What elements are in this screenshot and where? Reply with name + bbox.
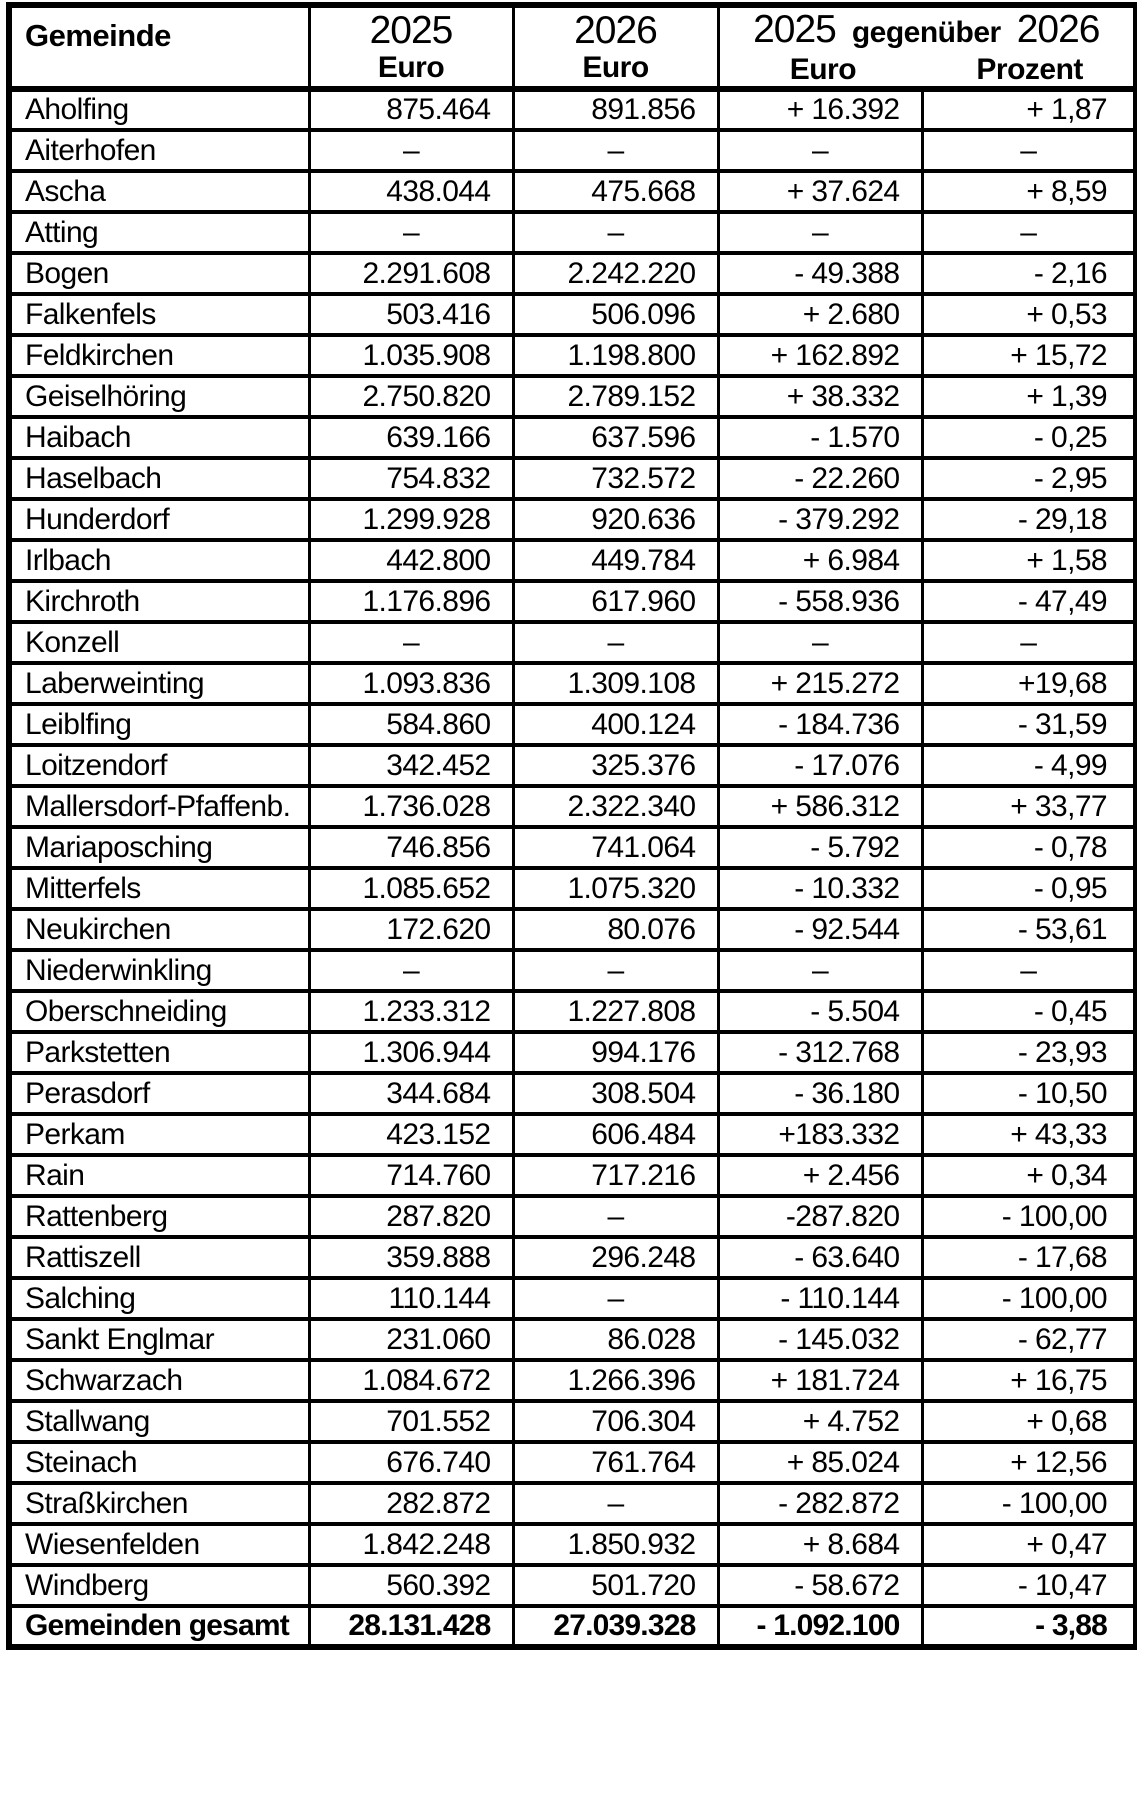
value-2026-cell: – — [513, 1196, 718, 1237]
table-row — [9, 499, 1136, 540]
difference-euro-cell: - 49.388 — [718, 253, 922, 294]
value-2025-cell: – — [309, 130, 513, 171]
difference-euro-cell: + 181.724 — [718, 1360, 922, 1401]
difference-euro-cell: – — [718, 622, 922, 663]
gemeinde-cell: Haselbach — [9, 458, 309, 499]
value-2025-cell: 1.035.908 — [309, 335, 513, 376]
table-row — [9, 950, 1136, 991]
difference-percent-cell: - 0,45 — [922, 991, 1136, 1032]
gemeinde-cell: Rattiszell — [9, 1237, 309, 1278]
difference-euro-cell: + 162.892 — [718, 335, 922, 376]
difference-euro-cell: - 184.736 — [718, 704, 922, 745]
value-2026-cell: 920.636 — [513, 499, 718, 540]
value-2025-cell: 1.085.652 — [309, 868, 513, 909]
gemeinde-cell: Stallwang — [9, 1401, 309, 1442]
difference-percent-cell: + 0,47 — [922, 1524, 1136, 1565]
difference-euro-cell: + 85.024 — [718, 1442, 922, 1483]
value-2026-cell: 27.039.328 — [513, 1606, 718, 1647]
gemeinde-cell: Rain — [9, 1155, 309, 1196]
value-2025-cell: 714.760 — [309, 1155, 513, 1196]
gemeinde-cell: Laberweinting — [9, 663, 309, 704]
difference-euro-cell: – — [718, 950, 922, 991]
difference-euro-cell: - 282.872 — [718, 1483, 922, 1524]
difference-percent-cell: + 33,77 — [922, 786, 1136, 827]
year-2026-label: 2026 — [574, 9, 657, 52]
gemeinde-cell: Feldkirchen — [9, 335, 309, 376]
value-2026-cell: 732.572 — [513, 458, 718, 499]
difference-percent-cell: - 62,77 — [922, 1319, 1136, 1360]
table-row — [9, 1155, 1136, 1196]
value-2025-cell: 231.060 — [309, 1319, 513, 1360]
comparison-gegenueber-label: gegenüber — [851, 15, 1001, 49]
difference-percent-cell: - 10,47 — [922, 1565, 1136, 1606]
gemeinde-cell: Ascha — [9, 171, 309, 212]
difference-percent-cell: – — [922, 130, 1136, 171]
value-2025-cell: 676.740 — [309, 1442, 513, 1483]
value-2026-cell: – — [513, 130, 718, 171]
difference-percent-cell: + 8,59 — [922, 171, 1136, 212]
table-row — [9, 1114, 1136, 1155]
value-2025-cell: 754.832 — [309, 458, 513, 499]
value-2025-cell: 701.552 — [309, 1401, 513, 1442]
table-row — [9, 745, 1136, 786]
value-2025-cell: 2.291.608 — [309, 253, 513, 294]
difference-euro-cell: + 8.684 — [718, 1524, 922, 1565]
table-row — [9, 704, 1136, 745]
table-row — [9, 1278, 1136, 1319]
difference-euro-cell: - 36.180 — [718, 1073, 922, 1114]
gemeinde-cell: Windberg — [9, 1565, 309, 1606]
value-2025-cell: 1.299.928 — [309, 499, 513, 540]
gemeinde-cell: Leiblfing — [9, 704, 309, 745]
difference-euro-cell: -287.820 — [718, 1196, 922, 1237]
table-row — [9, 458, 1136, 499]
difference-percent-cell: + 16,75 — [922, 1360, 1136, 1401]
gemeinde-cell: Salching — [9, 1278, 309, 1319]
table-body — [9, 89, 1136, 1647]
value-2025-cell: 1.736.028 — [309, 786, 513, 827]
table-row — [9, 130, 1136, 171]
table-row — [9, 1032, 1136, 1073]
value-2026-cell: – — [513, 622, 718, 663]
value-2026-cell: 617.960 — [513, 581, 718, 622]
value-2025-cell: 584.860 — [309, 704, 513, 745]
table-row — [9, 1524, 1136, 1565]
value-2025-cell: – — [309, 622, 513, 663]
value-2025-cell: 1.176.896 — [309, 581, 513, 622]
table-row — [9, 89, 1136, 130]
difference-euro-cell: - 58.672 — [718, 1565, 922, 1606]
difference-percent-cell: - 53,61 — [922, 909, 1136, 950]
difference-euro-cell: +183.332 — [718, 1114, 922, 1155]
value-2025-cell: 1.093.836 — [309, 663, 513, 704]
gemeinde-cell: Konzell — [9, 622, 309, 663]
table-row — [9, 417, 1136, 458]
unit-euro-2025-label: Euro — [377, 51, 445, 84]
table-row — [9, 1442, 1136, 1483]
difference-euro-cell: + 4.752 — [718, 1401, 922, 1442]
value-2025-cell: 503.416 — [309, 294, 513, 335]
gemeinde-cell: Falkenfels — [9, 294, 309, 335]
value-2025-cell: 639.166 — [309, 417, 513, 458]
difference-euro-cell: - 110.144 — [718, 1278, 922, 1319]
value-2025-cell: 2.750.820 — [309, 376, 513, 417]
difference-percent-cell: + 0,68 — [922, 1401, 1136, 1442]
value-2025-cell: 746.856 — [309, 827, 513, 868]
difference-percent-cell: - 0,78 — [922, 827, 1136, 868]
difference-percent-cell: - 17,68 — [922, 1237, 1136, 1278]
value-2025-cell: 442.800 — [309, 540, 513, 581]
table-row — [9, 663, 1136, 704]
gemeinde-cell: Kirchroth — [9, 581, 309, 622]
gemeinde-cell: Perkam — [9, 1114, 309, 1155]
value-2025-cell: 1.233.312 — [309, 991, 513, 1032]
value-2026-cell: 717.216 — [513, 1155, 718, 1196]
table-row — [9, 1237, 1136, 1278]
difference-percent-cell: + 15,72 — [922, 335, 1136, 376]
difference-euro-cell: - 1.092.100 — [718, 1606, 922, 1647]
value-2025-cell: 560.392 — [309, 1565, 513, 1606]
difference-percent-cell: - 100,00 — [922, 1483, 1136, 1524]
gemeinde-cell: Niederwinkling — [9, 950, 309, 991]
value-2025-cell: 344.684 — [309, 1073, 513, 1114]
difference-euro-cell: - 5.792 — [718, 827, 922, 868]
value-2026-cell: – — [513, 1278, 718, 1319]
difference-percent-cell: - 2,95 — [922, 458, 1136, 499]
difference-percent-cell: - 23,93 — [922, 1032, 1136, 1073]
difference-euro-cell: - 63.640 — [718, 1237, 922, 1278]
value-2025-cell: – — [309, 212, 513, 253]
value-2026-cell: 706.304 — [513, 1401, 718, 1442]
gemeinde-cell: Mitterfels — [9, 868, 309, 909]
difference-euro-cell: - 558.936 — [718, 581, 922, 622]
table-row — [9, 827, 1136, 868]
value-2026-cell: – — [513, 1483, 718, 1524]
value-2026-cell: 994.176 — [513, 1032, 718, 1073]
table-row — [9, 540, 1136, 581]
municipal-finance-table — [6, 2, 1137, 1650]
difference-euro-cell: – — [718, 130, 922, 171]
table-row — [9, 376, 1136, 417]
value-2025-cell: 875.464 — [309, 89, 513, 130]
value-2026-cell: 1.227.808 — [513, 991, 718, 1032]
value-2026-cell: 741.064 — [513, 827, 718, 868]
gemeinde-cell: Sankt Englmar — [9, 1319, 309, 1360]
table-row — [9, 909, 1136, 950]
table-row — [9, 335, 1136, 376]
table-row — [9, 212, 1136, 253]
difference-percent-cell: - 10,50 — [922, 1073, 1136, 1114]
table-row — [9, 1073, 1136, 1114]
difference-percent-cell: + 0,53 — [922, 294, 1136, 335]
value-2025-cell: 172.620 — [309, 909, 513, 950]
difference-euro-cell: - 5.504 — [718, 991, 922, 1032]
table-row — [9, 1483, 1136, 1524]
gemeinde-cell: Neukirchen — [9, 909, 309, 950]
value-2026-cell: 1.309.108 — [513, 663, 718, 704]
value-2025-cell: 287.820 — [309, 1196, 513, 1237]
unit-euro-2026-label: Euro — [582, 51, 649, 84]
comparison-unit-euro: Euro — [789, 52, 857, 86]
value-2026-cell: 80.076 — [513, 909, 718, 950]
value-2025-cell: – — [309, 950, 513, 991]
value-2025-cell: 438.044 — [309, 171, 513, 212]
gemeinde-cell: Aholfing — [9, 89, 309, 130]
value-2026-cell: – — [513, 950, 718, 991]
value-2026-cell: 891.856 — [513, 89, 718, 130]
difference-euro-cell: - 145.032 — [718, 1319, 922, 1360]
gemeinde-cell: Perasdorf — [9, 1073, 309, 1114]
gemeinde-cell: Gemeinden gesamt — [9, 1606, 309, 1647]
difference-euro-cell: + 16.392 — [718, 89, 922, 130]
gemeinde-cell: Straßkirchen — [9, 1483, 309, 1524]
comparison-year-left: 2025 — [753, 7, 836, 51]
value-2026-cell: 2.322.340 — [513, 786, 718, 827]
column-header-gemeinde: Gemeinde — [9, 5, 309, 89]
value-2026-cell: 1.075.320 — [513, 868, 718, 909]
difference-euro-cell: + 2.456 — [718, 1155, 922, 1196]
value-2025-cell: 359.888 — [309, 1237, 513, 1278]
value-2026-cell: 1.198.800 — [513, 335, 718, 376]
comparison-year-right: 2026 — [1016, 7, 1100, 51]
table-row — [9, 581, 1136, 622]
value-2026-cell: 1.850.932 — [513, 1524, 718, 1565]
table-row — [9, 1401, 1136, 1442]
difference-euro-cell: + 38.332 — [718, 376, 922, 417]
value-2025-cell: 1.084.672 — [309, 1360, 513, 1401]
gemeinde-cell: Parkstetten — [9, 1032, 309, 1073]
value-2026-cell: 325.376 — [513, 745, 718, 786]
table-row — [9, 1360, 1136, 1401]
gemeinde-cell: Aiterhofen — [9, 130, 309, 171]
comparison-unit-prozent: Prozent — [976, 52, 1083, 86]
gemeinde-cell: Hunderdorf — [9, 499, 309, 540]
value-2026-cell: 86.028 — [513, 1319, 718, 1360]
value-2026-cell: 475.668 — [513, 171, 718, 212]
difference-percent-cell: - 0,95 — [922, 868, 1136, 909]
gemeinde-cell: Wiesenfelden — [9, 1524, 309, 1565]
difference-euro-cell: – — [718, 212, 922, 253]
value-2026-cell: 606.484 — [513, 1114, 718, 1155]
difference-percent-cell: - 100,00 — [922, 1196, 1136, 1237]
difference-percent-cell: - 0,25 — [922, 417, 1136, 458]
value-2025-cell: 423.152 — [309, 1114, 513, 1155]
column-header-2025 — [309, 5, 513, 89]
table-row — [9, 1319, 1136, 1360]
difference-euro-cell: - 17.076 — [718, 745, 922, 786]
gemeinde-cell: Schwarzach — [9, 1360, 309, 1401]
column-header-comparison — [718, 5, 1136, 89]
difference-euro-cell: - 1.570 — [718, 417, 922, 458]
difference-euro-cell: - 10.332 — [718, 868, 922, 909]
value-2025-cell: 28.131.428 — [309, 1606, 513, 1647]
difference-percent-cell: – — [922, 622, 1136, 663]
gemeinde-cell: Geiselhöring — [9, 376, 309, 417]
table-row — [9, 991, 1136, 1032]
difference-percent-cell: + 1,39 — [922, 376, 1136, 417]
value-2026-cell: 2.242.220 — [513, 253, 718, 294]
value-2026-cell: – — [513, 212, 718, 253]
difference-percent-cell: – — [922, 212, 1136, 253]
gemeinde-cell: Irlbach — [9, 540, 309, 581]
gemeinde-cell: Loitzendorf — [9, 745, 309, 786]
value-2025-cell: 1.842.248 — [309, 1524, 513, 1565]
difference-percent-cell: + 0,34 — [922, 1155, 1136, 1196]
difference-percent-cell: - 47,49 — [922, 581, 1136, 622]
gemeinde-cell: Mariaposching — [9, 827, 309, 868]
difference-euro-cell: + 586.312 — [718, 786, 922, 827]
table-row — [9, 868, 1136, 909]
difference-percent-cell: + 43,33 — [922, 1114, 1136, 1155]
difference-percent-cell: - 2,16 — [922, 253, 1136, 294]
difference-euro-cell: - 379.292 — [718, 499, 922, 540]
value-2026-cell: 2.789.152 — [513, 376, 718, 417]
difference-euro-cell: + 37.624 — [718, 171, 922, 212]
difference-percent-cell: - 31,59 — [922, 704, 1136, 745]
difference-euro-cell: + 215.272 — [718, 663, 922, 704]
table-row — [9, 294, 1136, 335]
difference-percent-cell: – — [922, 950, 1136, 991]
table-row — [9, 253, 1136, 294]
table-row — [9, 622, 1136, 663]
value-2025-cell: 1.306.944 — [309, 1032, 513, 1073]
table-row — [9, 1196, 1136, 1237]
difference-percent-cell: - 4,99 — [922, 745, 1136, 786]
table-row — [9, 1565, 1136, 1606]
value-2026-cell: 637.596 — [513, 417, 718, 458]
difference-euro-cell: + 6.984 — [718, 540, 922, 581]
difference-euro-cell: + 2.680 — [718, 294, 922, 335]
value-2026-cell: 501.720 — [513, 1565, 718, 1606]
gemeinde-cell: Atting — [9, 212, 309, 253]
column-header-2026 — [513, 5, 718, 89]
comparison-title — [720, 9, 1134, 54]
difference-euro-cell: - 312.768 — [718, 1032, 922, 1073]
value-2026-cell: 506.096 — [513, 294, 718, 335]
table-row — [9, 786, 1136, 827]
gemeinde-cell: Steinach — [9, 1442, 309, 1483]
table-row — [9, 171, 1136, 212]
difference-percent-cell: - 29,18 — [922, 499, 1136, 540]
value-2025-cell: 282.872 — [309, 1483, 513, 1524]
value-2025-cell: 342.452 — [309, 745, 513, 786]
table-row — [9, 1606, 1136, 1647]
difference-percent-cell: + 1,87 — [922, 89, 1136, 130]
comparison-subheaders — [720, 54, 1134, 86]
difference-percent-cell: + 12,56 — [922, 1442, 1136, 1483]
difference-percent-cell: +19,68 — [922, 663, 1136, 704]
value-2025-cell: 110.144 — [309, 1278, 513, 1319]
gemeinde-cell: Rattenberg — [9, 1196, 309, 1237]
value-2026-cell: 296.248 — [513, 1237, 718, 1278]
difference-euro-cell: - 22.260 — [718, 458, 922, 499]
gemeinde-cell: Mallersdorf-Pfaffenb. — [9, 786, 309, 827]
difference-percent-cell: - 3,88 — [922, 1606, 1136, 1647]
value-2026-cell: 400.124 — [513, 704, 718, 745]
gemeinde-cell: Bogen — [9, 253, 309, 294]
year-2025-label: 2025 — [369, 9, 453, 52]
value-2026-cell: 308.504 — [513, 1073, 718, 1114]
difference-euro-cell: - 92.544 — [718, 909, 922, 950]
value-2026-cell: 449.784 — [513, 540, 718, 581]
gemeinde-cell: Haibach — [9, 417, 309, 458]
difference-percent-cell: + 1,58 — [922, 540, 1136, 581]
difference-percent-cell: - 100,00 — [922, 1278, 1136, 1319]
value-2026-cell: 761.764 — [513, 1442, 718, 1483]
header-row — [9, 5, 1136, 89]
gemeinde-cell: Oberschneiding — [9, 991, 309, 1032]
value-2026-cell: 1.266.396 — [513, 1360, 718, 1401]
